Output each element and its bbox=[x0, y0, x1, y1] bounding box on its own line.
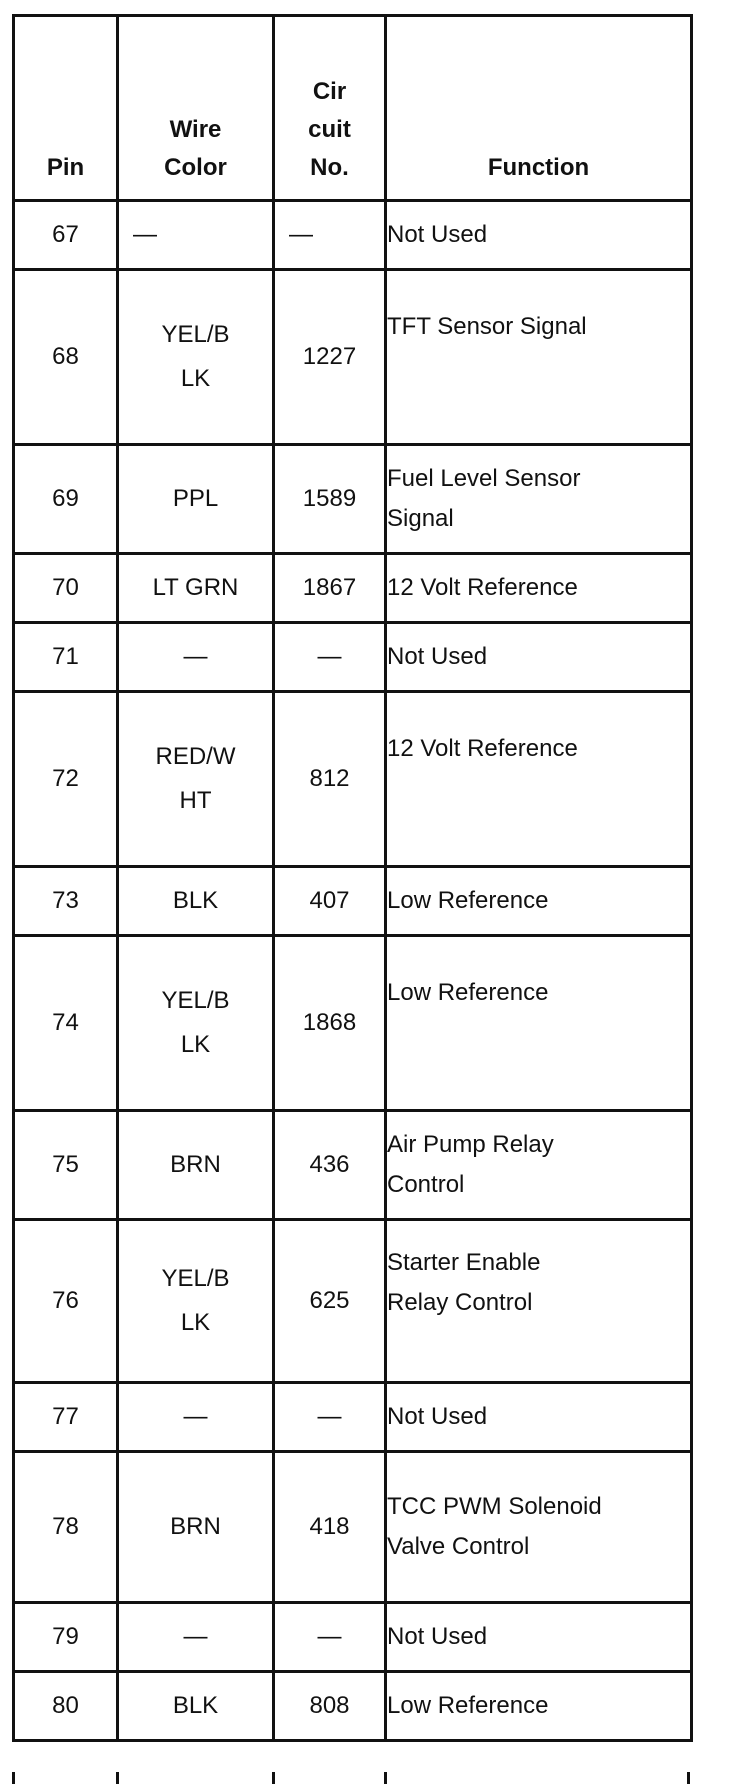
table-row bbox=[14, 554, 692, 623]
circuit-cell: — bbox=[274, 623, 386, 692]
pin-cell: 67 bbox=[14, 201, 118, 270]
wire-color-cell: YEL/B LK bbox=[118, 270, 274, 445]
pin-cell: 72 bbox=[14, 692, 118, 867]
pin-cell: 77 bbox=[14, 1383, 118, 1452]
circuit-cell: 407 bbox=[274, 867, 386, 936]
wire-color-cell: PPL bbox=[118, 445, 274, 554]
connector-pin-table bbox=[12, 14, 693, 1742]
table-row bbox=[14, 201, 692, 270]
wire-color-cell: BLK bbox=[118, 867, 274, 936]
function-cell: Low Reference bbox=[386, 936, 692, 1111]
circuit-cell: — bbox=[274, 201, 386, 270]
table-row bbox=[14, 445, 692, 554]
table-row bbox=[14, 1383, 692, 1452]
wire-color-cell: YEL/B LK bbox=[118, 1220, 274, 1383]
function-cell: Not Used bbox=[386, 1383, 692, 1452]
wire-color-cell: YEL/B LK bbox=[118, 936, 274, 1111]
table-row bbox=[14, 692, 692, 867]
circuit-cell: 808 bbox=[274, 1672, 386, 1741]
table-row bbox=[14, 1111, 692, 1220]
wire-color-cell: BRN bbox=[118, 1452, 274, 1603]
circuit-cell: 1227 bbox=[274, 270, 386, 445]
header-pin: Pin bbox=[14, 16, 118, 201]
header-wire-color: Wire Color bbox=[118, 16, 274, 201]
circuit-cell: — bbox=[274, 1603, 386, 1672]
function-cell: Low Reference bbox=[386, 867, 692, 936]
function-cell: TCC PWM Solenoid Valve Control bbox=[386, 1452, 692, 1603]
function-cell: Not Used bbox=[386, 201, 692, 270]
wire-color-cell: BRN bbox=[118, 1111, 274, 1220]
function-cell: 12 Volt Reference bbox=[386, 692, 692, 867]
function-cell: Low Reference bbox=[386, 1672, 692, 1741]
column-divider bbox=[384, 1772, 387, 1784]
pin-cell: 70 bbox=[14, 554, 118, 623]
wire-color-cell: BLK bbox=[118, 1672, 274, 1741]
wire-color-cell: — bbox=[118, 1603, 274, 1672]
function-cell: Fuel Level Sensor Signal bbox=[386, 445, 692, 554]
function-cell: Starter Enable Relay Control bbox=[386, 1220, 692, 1383]
function-cell: Air Pump Relay Control bbox=[386, 1111, 692, 1220]
pin-cell: 73 bbox=[14, 867, 118, 936]
circuit-cell: 418 bbox=[274, 1452, 386, 1603]
pin-cell: 80 bbox=[14, 1672, 118, 1741]
function-cell: 12 Volt Reference bbox=[386, 554, 692, 623]
table-row bbox=[14, 1603, 692, 1672]
table-row bbox=[14, 623, 692, 692]
column-divider bbox=[116, 1772, 119, 1784]
pin-cell: 68 bbox=[14, 270, 118, 445]
table-row bbox=[14, 1220, 692, 1383]
header-function: Function bbox=[386, 16, 692, 201]
wire-color-cell: — bbox=[118, 623, 274, 692]
table-row bbox=[14, 1672, 692, 1741]
circuit-cell: — bbox=[274, 1383, 386, 1452]
pin-cell: 69 bbox=[14, 445, 118, 554]
pin-cell: 71 bbox=[14, 623, 118, 692]
circuit-cell: 1868 bbox=[274, 936, 386, 1111]
circuit-cell: 1589 bbox=[274, 445, 386, 554]
circuit-cell: 1867 bbox=[274, 554, 386, 623]
function-cell: Not Used bbox=[386, 623, 692, 692]
column-divider bbox=[272, 1772, 275, 1784]
header-circuit-no: Cir cuit No. bbox=[274, 16, 386, 201]
pin-cell: 75 bbox=[14, 1111, 118, 1220]
table-continuation-stub bbox=[12, 1772, 690, 1784]
circuit-cell: 436 bbox=[274, 1111, 386, 1220]
table-row bbox=[14, 1452, 692, 1603]
table-row bbox=[14, 936, 692, 1111]
header-row bbox=[14, 16, 692, 201]
wire-color-cell: RED/W HT bbox=[118, 692, 274, 867]
circuit-cell: 625 bbox=[274, 1220, 386, 1383]
table-row bbox=[14, 270, 692, 445]
wire-color-cell: — bbox=[118, 1383, 274, 1452]
wire-color-cell: LT GRN bbox=[118, 554, 274, 623]
circuit-cell: 812 bbox=[274, 692, 386, 867]
wire-color-cell: — bbox=[118, 201, 274, 270]
table-row bbox=[14, 867, 692, 936]
pin-cell: 79 bbox=[14, 1603, 118, 1672]
function-cell: Not Used bbox=[386, 1603, 692, 1672]
pin-cell: 78 bbox=[14, 1452, 118, 1603]
pin-cell: 76 bbox=[14, 1220, 118, 1383]
pin-cell: 74 bbox=[14, 936, 118, 1111]
function-cell: TFT Sensor Signal bbox=[386, 270, 692, 445]
